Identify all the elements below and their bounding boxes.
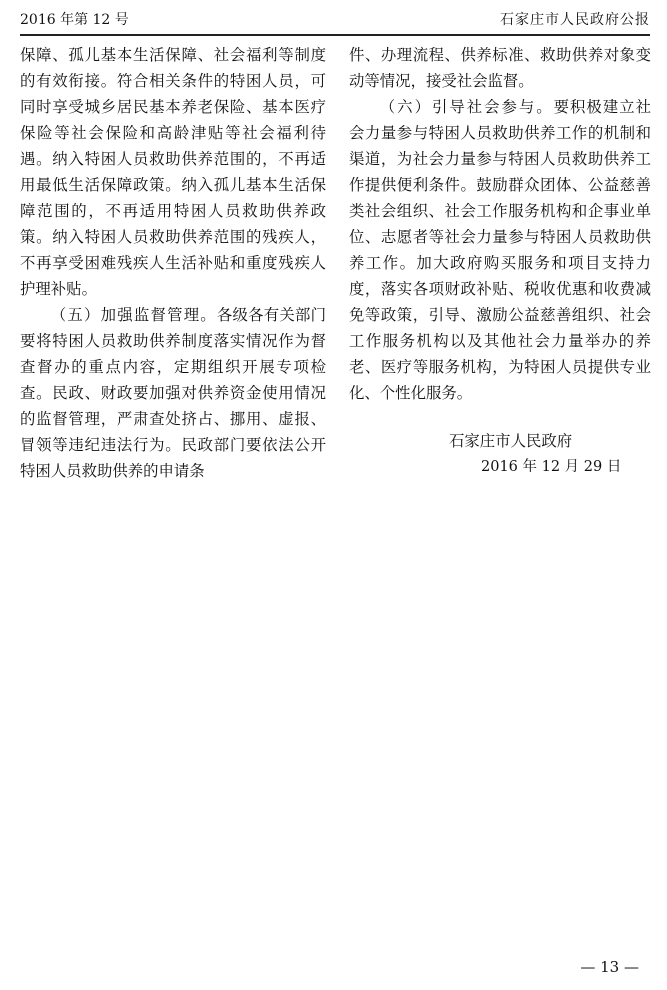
signature-block [349,428,651,480]
issue-number: 2016 年第 12 号 [20,12,129,28]
publication-title: 石家庄市人民政府公报 [500,12,650,28]
right-column [349,42,651,406]
section-heading: （六）引导社会参与。 [379,98,554,116]
paragraph-continuation: 保障、孤儿基本生活保障、社会福利等制度的有效衔接。符合相关条件的特困人员，可同时享受城乡居民基本养老保险、基本医疗保险等社会保险和高龄津贴等社会福利待遇。纳入特困人员救助供养范围的，不再适用最低生活保障政策。纳入孤儿基本生活保障范围的，不再适用特困人员救助供养政策。纳入特困人员救助供养范围的残疾人，不再享受困难残疾人生活补贴和重度残疾人护理补贴。 [20,46,326,298]
paragraph-body: 要积极建立社会力量参与特困人员救助供养工作的机制和渠道，为社会力量参与特困人员救助供养工作提供便利条件。鼓励群众团体、公益慈善类社会组织、社会工作服务机构和企事业单位、志愿者等社会力量参与特困人员救助供养工作。加大政府购买服务和项目支持力度，落实各项财政补贴、税收优惠和收费减免等政策，引导、激励公益慈善组织、社会工作服务机构以及其他社会力量举办的养老、医疗等服务机构，为特困人员提供专业化、个性化服务。 [349,98,651,402]
page-number: — 13 — [580,958,639,976]
paragraph-body: 各级各有关部门要将特困人员救助供养制度落实情况作为督查督办的重点内容，定期组织开展专项检查。民政、财政要加强对供养资金使用情况的监督管理，严肃查处挤占、挪用、虚报、冒领等违纪违法行为。民政部门要依法公开特困人员救助供养的申请条 [20,306,326,480]
paragraph-supervision [20,302,326,484]
left-column [20,42,326,484]
signing-date: 2016 年 12 月 29 日 [481,459,622,475]
paragraph-continuation: 件、办理流程、供养标准、救助供养对象变动等情况，接受社会监督。 [349,46,651,90]
section-heading: （五）加强监督管理。 [50,306,217,324]
page-header [20,8,650,36]
paragraph-social-participation [349,94,651,406]
signing-organization: 石家庄市人民政府 [449,432,573,450]
